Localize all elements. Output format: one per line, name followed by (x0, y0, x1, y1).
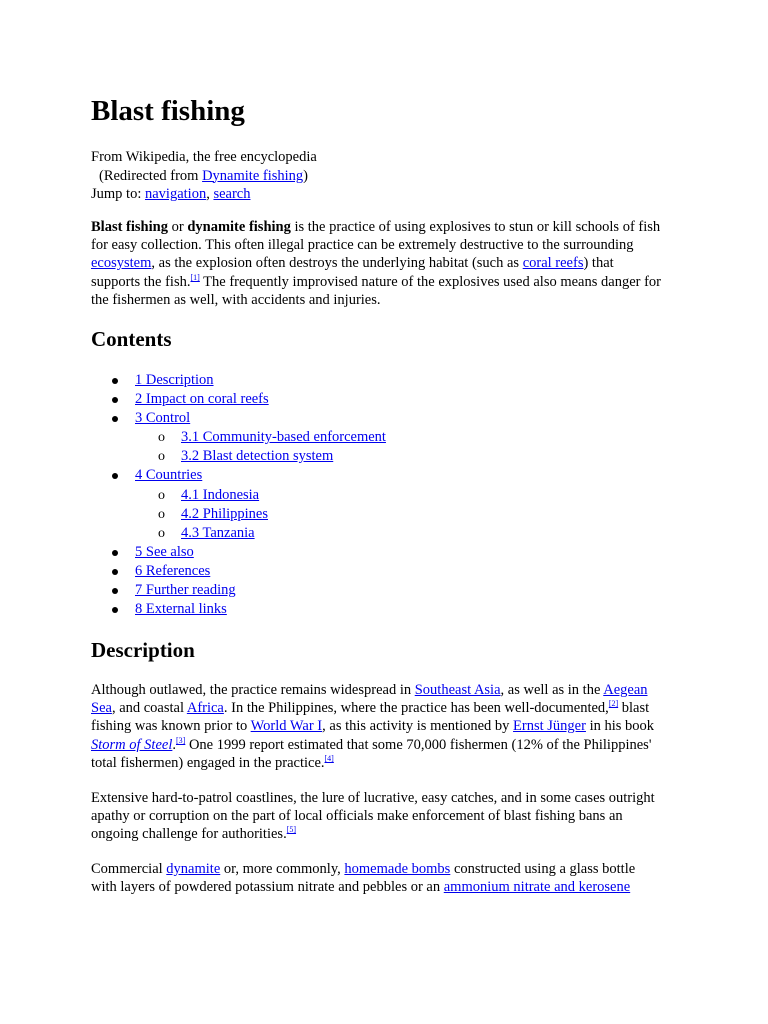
redirect-link[interactable]: Dynamite fishing (202, 167, 304, 184)
text: , as well as in the (500, 682, 604, 698)
redirect-suffix: ) (303, 167, 309, 184)
jump-separator: , (206, 186, 214, 202)
toc-subitem (91, 524, 386, 543)
toc-item (91, 600, 386, 619)
circle-bullet-icon: o (158, 430, 165, 446)
bold-term-blast: Blast fishing (91, 219, 168, 235)
toc-link-blast-detection[interactable]: 3.2 Blast detection system (181, 448, 334, 465)
text: or, more commonly, (220, 861, 345, 877)
toc-item (91, 390, 386, 409)
text: Although outlawed, the practice remains widespread in (91, 682, 415, 698)
bullet-icon (112, 550, 118, 556)
toc-link-description[interactable]: 1 Description (135, 372, 214, 388)
toc-link-control[interactable]: 3 Control (135, 410, 191, 427)
link-africa[interactable]: Africa (186, 700, 224, 717)
toc-item (91, 543, 386, 562)
link-aegean-sea[interactable]: Aegean Sea (91, 682, 648, 717)
link-ecosystem[interactable]: ecosystem (91, 255, 152, 272)
description-paragraph-1 (91, 681, 661, 772)
toc-subitem (91, 486, 386, 505)
toc-item (91, 581, 386, 600)
site-sub: From Wikipedia, the free encyclopedia (91, 149, 317, 165)
text: Commercial (91, 861, 167, 877)
toc-subitem (91, 505, 386, 524)
intro-paragraph (91, 218, 661, 309)
toc-link-references[interactable]: 6 References (135, 562, 211, 579)
link-world-war-i[interactable]: World War I (250, 718, 323, 735)
redirect-notice (91, 167, 317, 186)
circle-bullet-icon: o (158, 487, 165, 503)
toc-item (91, 371, 386, 390)
bullet-icon (112, 588, 118, 594)
toc-link-external-links[interactable]: 8 External links (135, 601, 227, 618)
description-paragraph-2 (91, 789, 661, 844)
circle-bullet-icon: o (158, 525, 165, 541)
jump-search-link[interactable]: search (213, 186, 251, 202)
citation-5[interactable]: [5] (286, 825, 297, 835)
link-ernst-junger[interactable]: Ernst Jünger (513, 718, 586, 735)
toc-item (91, 562, 386, 581)
bold-term-dynamite: dynamite fishing (187, 219, 291, 235)
toc-item (91, 466, 386, 485)
toc-subitem (91, 447, 386, 466)
bullet-icon (112, 473, 118, 479)
citation-3[interactable]: [3] (175, 735, 186, 745)
text: or (167, 219, 188, 235)
citation-2[interactable]: [2] (608, 699, 619, 709)
bullet-icon (112, 378, 118, 384)
toc-link-indonesia[interactable]: 4.1 Indonesia (181, 486, 260, 503)
toc-link-countries[interactable]: 4 Countries (135, 467, 203, 484)
contents-heading: Contents (91, 327, 172, 351)
link-coral-reefs[interactable]: coral reefs (522, 255, 584, 272)
link-ammonium-nitrate[interactable]: ammonium nitrate and kerosene (443, 879, 631, 896)
page-title: Blast fishing (91, 95, 245, 127)
link-dynamite[interactable]: dynamite (166, 861, 221, 877)
circle-bullet-icon: o (158, 506, 165, 522)
text: Extensive hard-to-patrol coastlines, the lure of lucrative, easy catches, and in some cases outright apathy or corruption on the part of local officials make enforcement of blast fishing bans an ongoing challenge for authorities. (91, 790, 655, 843)
text: . In the Philippines, where the practice has been well-documented, (223, 700, 609, 717)
toc-item (91, 409, 386, 428)
bullet-icon (112, 397, 118, 403)
bullet-icon (112, 607, 118, 613)
toc-link-tanzania[interactable]: 4.3 Tanzania (181, 524, 255, 541)
text: constructed using a glass bottle with layers of powdered potassium nitrate and pebbles or an (91, 861, 636, 896)
link-southeast-asia[interactable]: Southeast Asia (414, 682, 501, 698)
toc-link-see-also[interactable]: 5 See also (135, 543, 194, 560)
text: ) that supports the fish. (91, 255, 614, 290)
bullet-icon (112, 416, 118, 422)
article-meta (91, 148, 317, 204)
citation-1[interactable]: [1] (190, 272, 200, 282)
text: The frequently improvised nature of the explosives used also means danger for the fishermen as well, with accidents and injuries. (91, 273, 661, 308)
text: One 1999 report estimated that some 70,000 fishermen (12% of the Philippines' total fishermen) engaged in the practice. (91, 736, 652, 771)
text: , as the explosion often destroys the underlying habitat (such as (151, 255, 523, 272)
redirect-prefix: (Redirected from (99, 167, 203, 184)
circle-bullet-icon: o (158, 449, 165, 465)
description-paragraph-3 (91, 860, 661, 896)
link-storm-of-steel[interactable]: Storm of Steel (91, 736, 173, 753)
text: , as this activity is mentioned by (322, 718, 514, 735)
bullet-icon (112, 569, 118, 575)
jump-to (91, 185, 317, 204)
toc-link-impact[interactable]: 2 Impact on coral reefs (135, 391, 269, 408)
link-homemade-bombs[interactable]: homemade bombs (344, 861, 451, 877)
text: . (172, 736, 176, 753)
toc-link-philippines[interactable]: 4.2 Philippines (181, 505, 269, 522)
table-of-contents (91, 371, 386, 619)
description-heading: Description (91, 638, 195, 662)
text: blast fishing was known prior to (91, 700, 650, 735)
toc-subitem (91, 428, 386, 447)
text: , and coastal (111, 700, 187, 717)
toc-link-community-enforcement[interactable]: 3.1 Community-based enforcement (181, 429, 386, 446)
text: in his book (585, 718, 655, 735)
toc-link-further-reading[interactable]: 7 Further reading (135, 582, 236, 599)
jump-prefix: Jump to: (91, 186, 145, 202)
jump-navigation-link[interactable]: navigation (144, 186, 207, 202)
citation-4[interactable]: [4] (324, 753, 334, 763)
text: is the practice of using explosives to stun or kill schools of fish for easy collection. This often illegal practice can be extremely destructive to the surrounding (91, 219, 661, 254)
